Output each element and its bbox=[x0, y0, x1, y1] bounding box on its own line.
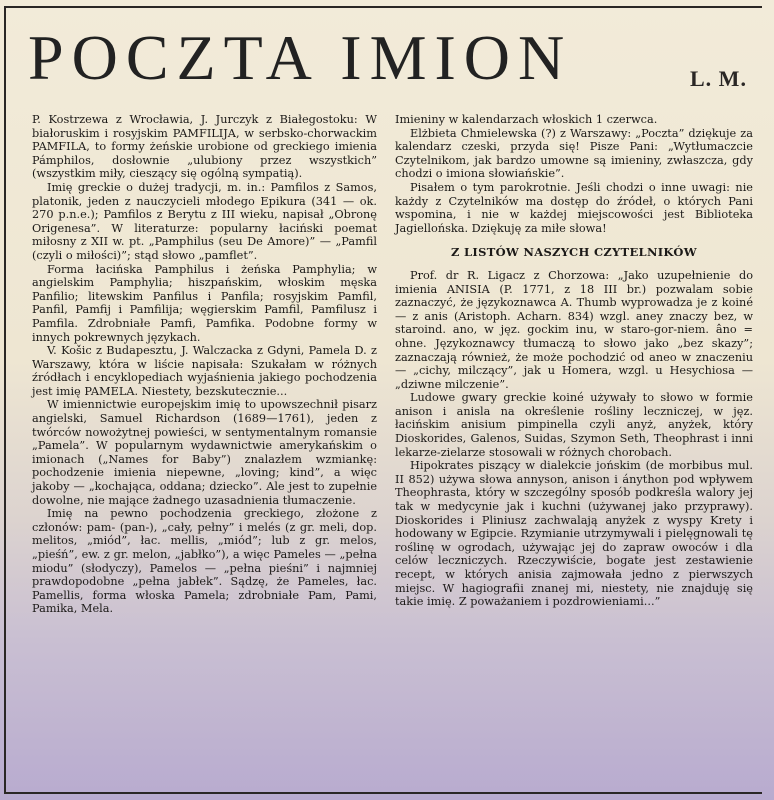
page-title: POCZTA IMION bbox=[28, 22, 573, 93]
paragraph: Imieniny w kalendarzach włoskich 1 czerwca. bbox=[395, 113, 658, 126]
paragraph: P. Kostrzewa z Wrocławia, J. Jurczyk z Białegostoku: W białoruskim i rosyjskim PAMFILIJA, w serbsko-chorwackim PAMFILA, to formy żeńskie urobione od greckiego imienia Pámphilos, dosłownie „ulubiony przez wszystkich” (wszystkim miły, cieszący się ogólną sympatią). bbox=[32, 113, 377, 181]
paragraph: W imiennictwie europejskim imię to upowszechnił pisarz angielski, Samuel Richardson (1689—1761), jeden z twórców nowożytnej powieści, w sentymentalnym romansie „Pamela”. W popularnym wydawnictwie amerykańskim o imionach („Names for Baby”) znalazłem wzmiankę: pochodzenie imienia niepewne, „loving; kind”, a więc jakoby — „kochająca, oddana; dziecko”. Ale jest to zupełnie dowolne, nie mające żadnego uzasadnienia tłumaczenie. bbox=[32, 398, 377, 507]
paragraph: Pisałem o tym parokrotnie. Jeśli chodzi o inne uwagi: nie każdy z Czytelników ma dostęp do źródeł, o których Pani wspomina, i nie w każdej miejscowości jest Biblioteka Jagiellońska. Dziękuję za miłe słowa! bbox=[395, 180, 753, 235]
section-heading: Z LISTÓW NASZYCH CZYTELNIKÓW bbox=[451, 245, 697, 260]
author-initials: L. M. bbox=[690, 66, 747, 91]
paragraph: Forma łacińska Pamphilus i żeńska Pamphylia; w angielskim Pamphylia; hiszpańskim, włoskim męska Panfilio; litewskim Panfilus i Panfila; rosyjskim Pamfil, Panfil, Pamfij i Pamfilija; węgierskim Pamfil, Pamfilusz i Pamfila. Zdrobniałe Pamfi, Pamfika. Podobne formy w innych pokrewnych językach. bbox=[32, 262, 377, 344]
letter-paragraph: Hipokrates piszący w dialekcie jońskim (de morbibus mul. II 852) używa słowa annyson, anison i ánython pod wpływem Theophrasta, który w szczególny sposób podkreśla walory jej tak w medycynie jak i kuchni (używanej jako przyprawy). Dioskorides i Pliniusz zachwalają anyżek z wyspy Krety i hodowany w Egipcie. Rzymianie utrzymywali i pielęgnowali tę roślinę w ogrodach, używając jej do zapraw owoców i dla celów leczniczych. Rzeczywiście, bogate jest zestawienie recept, w których anisia zajmowała jedno z pierwszych miejsc. W hagiografii znanej mi, niestety, nie znajduję się takie imię. Z poważaniem i pozdrowieniami...” bbox=[395, 459, 753, 609]
paragraph: Imię na pewno pochodzenia greckiego, złożone z członów: pam- (pan-), „cały, pełny” i melés (z gr. meli, dop. melitos, „miód”, łac. mellis, „miód”; lub z gr. melos, „pieśń”, ew. z gr. melon, „jabłko”), a więc Pameles — „pełna miodu” (słodyczy), Pamelos — „pełna pieśni” i najmniej prawdopodobne „pełna jabłek”. Sądzę, że Pameles, łac. Pamellis, forma włoska Pamela; zdrobniałe Pam, Pami, Pamika, Mela. bbox=[32, 507, 377, 616]
left-column bbox=[32, 113, 377, 616]
paragraph: Elżbieta Chmielewska (?) z Warszawy: „Poczta” dziękuje za kalendarz czeski, przyda się! Pisze Pani: „Wytłumaczcie Czytelnikom, jak bardzo umowne są imieniny, zwłaszcza, gdy chodzi o imiona słowiańskie”. bbox=[395, 126, 753, 181]
letter-paragraph: Ludowe gwary greckie koiné używały to słowo w formie anison i anisla na określenie rośliny leczniczej, w jęz. łacińskim anisium pimpinella czyli anyż, anyżek, który Dioskorides, Galenos, Suidas, Szymon Seth, Theophrast i inni lekarze-zielarze stosowali w różnych chorobach. bbox=[395, 391, 753, 459]
right-column bbox=[395, 113, 753, 609]
paragraph: Imię greckie o dużej tradycji, m. in.: Pamfilos z Samos, platonik, jeden z nauczycieli młodego Epikura (341 — ok. 270 p.n.e.); Pamfilos z Berytu z III wieku, napisał „Obronę Origenesa”. W literaturze: popularny łaciński poemat miłosny z XII w. pt. „Pamphilus (seu De Amore)” — „Pamfil (czyli o miłości)”; stąd słowo „pamflet”. bbox=[32, 180, 377, 262]
paragraph: V. Košic z Budapesztu, J. Walczacka z Gdyni, Pamela D. z Warszawy, która w liście napisała: Szukałam w różnych źródłach i encyklopediach wyjaśnienia jakiego pochodzenia jest imię PAMELA. Niestety, bezskutecznie... bbox=[32, 344, 377, 398]
letter-paragraph: Prof. dr R. Ligacz z Chorzowa: „Jako uzupełnienie do imienia ANISIA (P. 1771, z 18 III br.) pozwalam sobie zaznaczyć, że językoznawca A. Thumb wyprowadza je z koiné — z anis (Aristoph. Acharn. 834) wzgl. aney znaczy bez, w staroind. ano, w jęz. gockim inu, w staro-gor-niem. âno = ohne. Językoznawcy tłumaczą to słowo jako „bez skazy”; zaznaczają również, że może pochodzić od aneo w znaczeniu — „cichy, milczący”, jak u Homera, wzgl. u Hesychiosa — „dziwne milczenie”. bbox=[395, 268, 753, 391]
